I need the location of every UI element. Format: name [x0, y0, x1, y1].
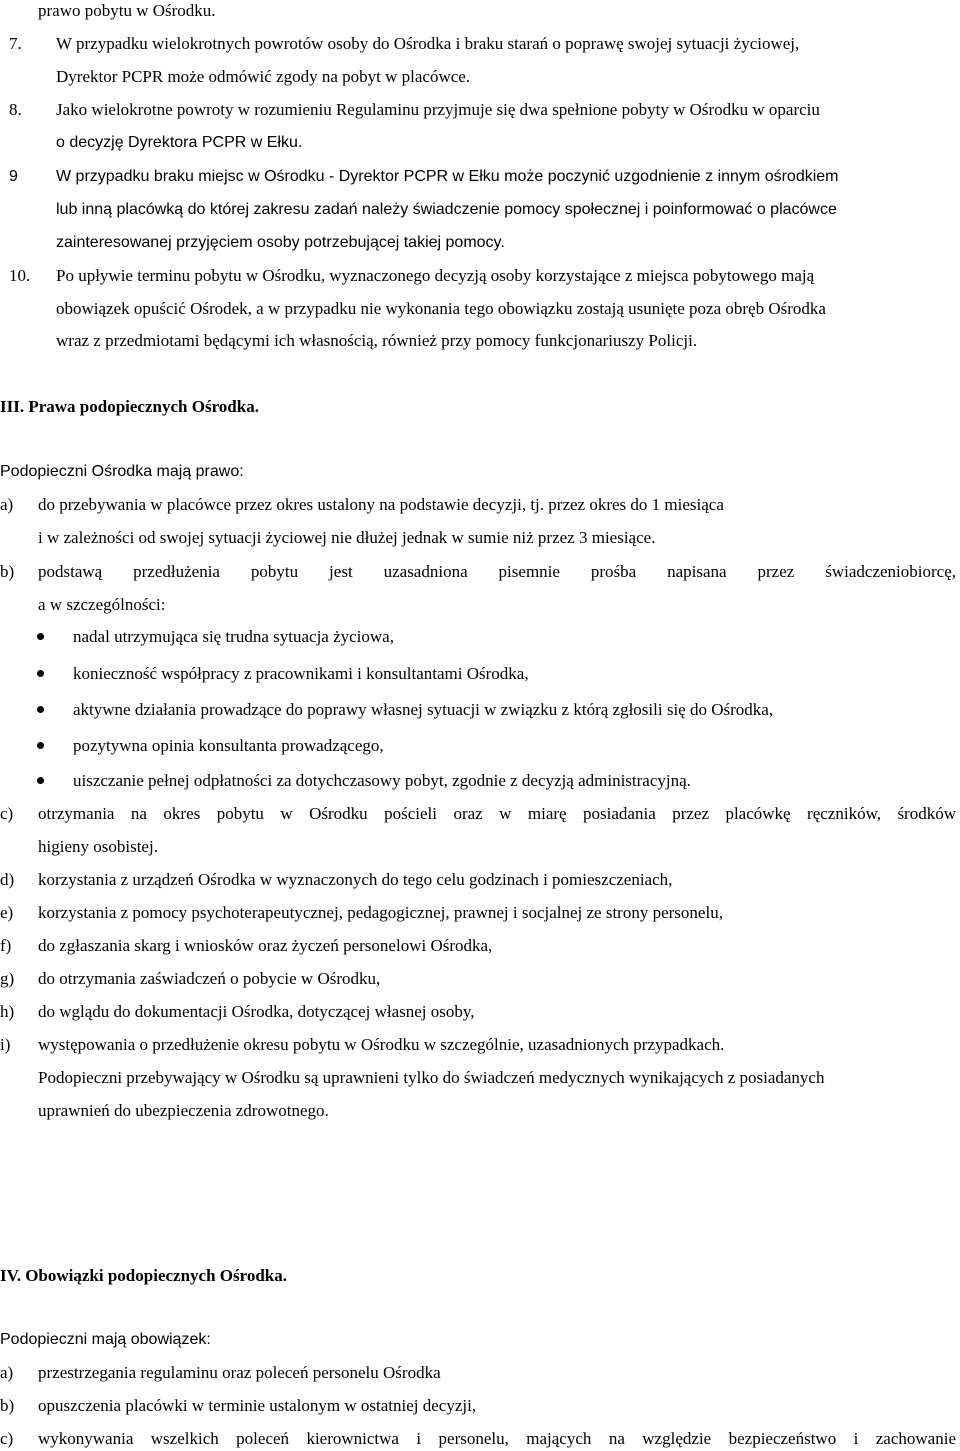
- text-line: otrzymania na okres pobytu w Ośrodku pościeli oraz w miarę posiadania przez placówkę ręczników, środków: [38, 804, 956, 823]
- text-line: do wglądu do dokumentacji Ośrodka, dotyczącej własnej osoby,: [38, 1002, 475, 1021]
- bullet-icon: [37, 670, 44, 677]
- bullet-icon: [37, 777, 44, 784]
- text-line: korzystania z urządzeń Ośrodka w wyznaczonych do tego celu godzinach i pomieszczeniach,: [38, 870, 673, 889]
- text-line: wraz z przedmiotami będącymi ich własnością, również przy pomocy funkcjonariuszy Policji.: [56, 331, 698, 350]
- list-number: 8.: [9, 100, 22, 119]
- list-label: c): [0, 804, 14, 823]
- text-line: higieny osobistej.: [38, 837, 158, 856]
- text-line: do otrzymania zaświadczeń o pobycie w Ośrodku,: [38, 969, 381, 988]
- text-line: prawo pobytu w Ośrodku.: [38, 1, 216, 20]
- section-heading: III. Prawa podopiecznych Ośrodka.: [0, 397, 259, 416]
- list-number: 9: [9, 168, 18, 185]
- list-label: b): [0, 562, 15, 581]
- list-label: a): [0, 495, 14, 514]
- bullet-icon: [37, 633, 44, 640]
- list-item: uiszczanie pełnej odpłatności za dotychczasowy pobyt, zgodnie z decyzją administracyjną.: [73, 771, 691, 790]
- text-line: do przebywania w placówce przez okres ustalony na podstawie decyzji, tj. przez okres do 1 miesiąca: [38, 495, 724, 514]
- text-line: o decyzję Dyrektora PCPR w Ełku.: [56, 134, 303, 151]
- section-intro: Podopieczni mają obowiązek:: [0, 1331, 211, 1348]
- section-intro: Podopieczni Ośrodka mają prawo:: [0, 463, 244, 480]
- list-label: h): [0, 1002, 15, 1021]
- text-line: do zgłaszania skarg i wniosków oraz życzeń personelowi Ośrodka,: [38, 936, 493, 955]
- text-line: lub inną placówką do której zakresu zadań należy świadczenie pomocy społecznej i poinformować o placówce: [56, 201, 837, 218]
- text-line: uprawnień do ubezpieczenia zdrowotnego.: [38, 1101, 329, 1120]
- list-label: f): [0, 936, 12, 955]
- text-line: Dyrektor PCPR może odmówić zgody na pobyt w placówce.: [56, 67, 471, 86]
- text-line: przestrzegania regulaminu oraz poleceń personelu Ośrodka: [38, 1363, 441, 1382]
- text-line: wykonywania wszelkich poleceń kierownictwa i personelu, mających na względzie bezpieczeństwo i zachowanie: [38, 1429, 956, 1448]
- text-line: Podopieczni przebywający w Ośrodku są uprawnieni tylko do świadczeń medycznych wynikających z posiadanych: [38, 1068, 825, 1087]
- text-line: a w szczególności:: [38, 595, 166, 614]
- list-item: aktywne działania prowadzące do poprawy własnej sytuacji w związku z którą zgłosili się do Ośrodka,: [73, 700, 774, 719]
- list-number: 10.: [9, 266, 31, 285]
- list-item: konieczność współpracy z pracownikami i konsultantami Ośrodka,: [73, 664, 529, 683]
- list-label: e): [0, 903, 14, 922]
- text-line: występowania o przedłużenie okresu pobytu w Ośrodku w szczególnie, uzasadnionych przypadkach.: [38, 1035, 725, 1054]
- text-line: zainteresowanej przyjęciem osoby potrzebującej takiej pomocy.: [56, 234, 505, 251]
- list-label: g): [0, 969, 15, 988]
- list-label: a): [0, 1363, 14, 1382]
- text-line: W przypadku wielokrotnych powrotów osoby do Ośrodka i braku starań o poprawę swojej sytuacji życiowej,: [56, 34, 800, 53]
- text-line: obowiązek opuścić Ośrodek, a w przypadku nie wykonania tego obowiązku zostają usunięte poza obręb Ośrodka: [56, 299, 826, 318]
- bullet-icon: [37, 706, 44, 713]
- list-item: nadal utrzymująca się trudna sytuacja życiowa,: [73, 627, 394, 646]
- list-label: b): [0, 1396, 15, 1415]
- text-line: Po upływie terminu pobytu w Ośrodku, wyznaczonego decyzją osoby korzystające z miejsca pobytowego mają: [56, 266, 815, 285]
- section-heading: IV. Obowiązki podopiecznych Ośrodka.: [0, 1266, 288, 1285]
- list-number: 7.: [9, 34, 22, 53]
- text-line: korzystania z pomocy psychoterapeutycznej, pedagogicznej, prawnej i socjalnej ze strony personelu,: [38, 903, 723, 922]
- list-label: d): [0, 870, 15, 889]
- text-line: i w zależności od swojej sytuacji życiowej nie dłużej jednak w sumie niż przez 3 miesiące.: [38, 528, 656, 547]
- list-label: c): [0, 1429, 14, 1448]
- text-line: Jako wielokrotne powroty w rozumieniu Regulaminu przyjmuje się dwa spełnione pobyty w Ośrodku w oparciu: [56, 100, 820, 119]
- list-item: pozytywna opinia konsultanta prowadzącego,: [73, 736, 384, 755]
- text-line: W przypadku braku miejsc w Ośrodku - Dyrektor PCPR w Ełku może poczynić uzgodnienie z innym ośrodkiem: [56, 168, 839, 185]
- bullet-icon: [37, 742, 44, 749]
- text-line: podstawą przedłużenia pobytu jest uzasadniona pisemnie prośba napisana przez świadczeniobiorcę,: [38, 562, 956, 581]
- list-label: i): [0, 1035, 11, 1054]
- text-line: opuszczenia placówki w terminie ustalonym w ostatniej decyzji,: [38, 1396, 477, 1415]
